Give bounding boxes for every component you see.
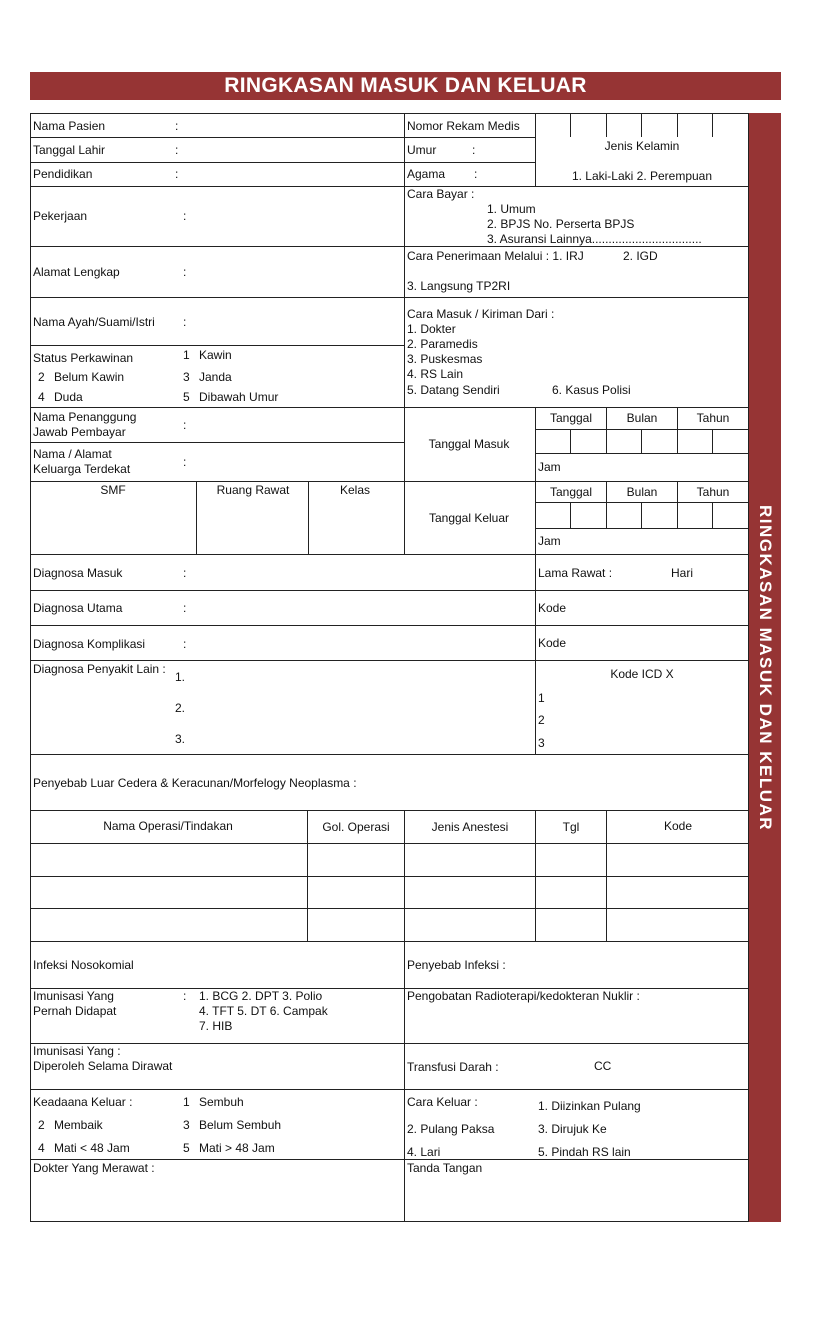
label-nama-ayah: Nama Ayah/Suami/Istri	[33, 315, 155, 329]
grid-line	[677, 481, 678, 528]
label-diagnosa-lain: Diagnosa Penyakit Lain :	[33, 662, 166, 676]
grid-line	[570, 502, 571, 528]
label-jenis-kelamin: Jenis Kelamin	[604, 139, 680, 153]
header-gol-operasi: Gol. Operasi	[322, 820, 390, 834]
diagnosa-number: 1.	[175, 670, 186, 684]
keadaan-option: Belum Sembuh	[199, 1118, 282, 1132]
status-option: Belum Kawin	[54, 370, 125, 384]
label-diagnosa-masuk: Diagnosa Masuk	[33, 566, 123, 580]
header-ruang-rawat: Ruang Rawat	[216, 483, 290, 497]
keadaan-option: Mati < 48 Jam	[54, 1141, 130, 1155]
grid-line	[30, 810, 749, 811]
grid-line	[30, 481, 749, 482]
icd-number: 3	[538, 736, 545, 750]
grid-line	[535, 502, 749, 503]
masuk-option: 5. Datang Sendiri	[407, 383, 500, 397]
header-tahun: Tahun	[696, 411, 730, 425]
grid-line	[641, 502, 642, 528]
label-imunisasi: Imunisasi Yang	[33, 989, 114, 1003]
colon: :	[183, 418, 187, 432]
status-option: Duda	[54, 390, 83, 404]
colon: :	[474, 167, 478, 181]
grid-line	[196, 481, 197, 555]
grid-line	[535, 407, 536, 555]
bayar-option: 2. BPJS No. Perserta BPJS	[487, 217, 635, 231]
label-radioterapi: Pengobatan Radioterapi/kedokteran Nuklir :	[407, 989, 640, 1003]
cara-keluar-option: 1. Diizinkan Pulang	[538, 1099, 641, 1113]
status-option-number: 5	[183, 390, 190, 404]
grid-line	[535, 528, 749, 529]
keadaan-option: Membaik	[54, 1118, 103, 1132]
grid-line	[30, 660, 749, 661]
colon: :	[183, 209, 187, 223]
header-tgl: Tgl	[562, 820, 580, 834]
label-pendidikan: Pendidikan	[33, 167, 93, 181]
penerimaan-igd: 2. IGD	[623, 249, 658, 263]
grid-line	[641, 113, 642, 137]
colon: :	[183, 601, 187, 615]
header-smf: SMF	[100, 483, 126, 497]
label-nama-pasien: Nama Pasien	[33, 119, 106, 133]
grid-line	[307, 810, 308, 942]
cara-keluar-option: 4. Lari	[407, 1145, 441, 1159]
status-option-number: 3	[183, 370, 190, 384]
colon: :	[183, 265, 187, 279]
label-imunisasi-2: Pernah Didapat	[33, 1004, 117, 1018]
colon: :	[183, 455, 187, 469]
masuk-option: 1. Dokter	[407, 322, 456, 336]
header-tanggal: Tanggal	[549, 485, 593, 499]
label-cara-masuk: Cara Masuk / Kiriman Dari :	[407, 307, 555, 321]
masuk-option: 3. Puskesmas	[407, 352, 483, 366]
grid-line	[404, 941, 405, 1222]
label-penyebab-luar: Penyebab Luar Cedera & Keracunan/Morfelogy Neoplasma :	[33, 776, 357, 790]
icd-number: 2	[538, 713, 545, 727]
label-jam: Jam	[538, 534, 561, 548]
grid-line	[606, 407, 607, 453]
colon: :	[183, 566, 187, 580]
header-kelas: Kelas	[339, 483, 371, 497]
grid-line	[30, 988, 749, 989]
label-keadaan-keluar: Keadaana Keluar :	[33, 1095, 133, 1109]
grid-line	[606, 481, 607, 528]
grid-line	[30, 554, 749, 555]
icd-number: 1	[538, 691, 545, 705]
colon: :	[183, 637, 187, 651]
imunisasi-options: 1. BCG 2. DPT 3. Polio	[199, 989, 323, 1003]
grid-line	[30, 1159, 749, 1160]
keadaan-number: 2	[38, 1118, 45, 1132]
cara-keluar-option: 2. Pulang Paksa	[407, 1122, 495, 1136]
grid-line	[30, 246, 749, 247]
label-tanggal-lahir: Tanggal Lahir	[33, 143, 106, 157]
cara-keluar-option: 3. Dirujuk Ke	[538, 1122, 607, 1136]
status-option: Kawin	[199, 348, 232, 362]
label-kode-icd: Kode ICD X	[610, 667, 674, 681]
label-kode: Kode	[538, 636, 567, 650]
label-penanggung: Nama Penanggung	[33, 410, 137, 424]
side-title: RINGKASAN MASUK DAN KELUAR	[756, 504, 775, 832]
label-status-perkawinan: Status Perkawinan	[33, 351, 134, 365]
masuk-option: 2. Paramedis	[407, 337, 478, 351]
grid-line	[606, 113, 607, 137]
imunisasi-options: 4. TFT 5. DT 6. Campak	[199, 1004, 328, 1018]
grid-line	[30, 442, 405, 443]
status-option: Janda	[199, 370, 232, 384]
grid-line	[30, 137, 405, 138]
status-option-number: 4	[38, 390, 45, 404]
header-bulan: Bulan	[626, 485, 658, 499]
grid-line	[535, 113, 536, 137]
label-tanggal-keluar: Tanggal Keluar	[428, 511, 510, 525]
diagnosa-number: 3.	[175, 732, 186, 746]
grid-line	[712, 429, 713, 453]
grid-line	[30, 754, 749, 755]
grid-line	[308, 481, 309, 555]
cara-keluar-option: 5. Pindah RS lain	[538, 1145, 631, 1159]
grid-line	[30, 186, 749, 187]
label-alamat: Alamat Lengkap	[33, 265, 120, 279]
label-tanggal-masuk: Tanggal Masuk	[428, 437, 510, 451]
grid-line	[30, 297, 749, 298]
colon: :	[175, 143, 179, 157]
label-penanggung-2: Jawab Pembayar	[33, 425, 126, 439]
keadaan-option: Mati > 48 Jam	[199, 1141, 275, 1155]
grid-line	[404, 481, 405, 555]
label-umur: Umur	[407, 143, 437, 157]
grid-line	[30, 843, 749, 844]
grid-line	[30, 407, 749, 408]
penerimaan-tp2ri: 3. Langsung TP2RI	[407, 279, 511, 293]
grid-line	[570, 113, 571, 137]
label-tanda-tangan: Tanda Tangan	[407, 1161, 483, 1175]
colon: :	[472, 143, 476, 157]
grid-line	[535, 453, 749, 454]
bayar-option: 3. Asuransi Lainnya.................................	[487, 232, 702, 246]
colon: :	[183, 315, 187, 329]
label-cc: CC	[594, 1059, 612, 1073]
status-option-number: 1	[183, 348, 190, 362]
grid-line	[404, 113, 405, 482]
header-jenis-anestesi: Jenis Anestesi	[431, 820, 509, 834]
jenis-kelamin-options: 1. Laki-Laki 2. Perempuan	[571, 169, 713, 183]
keadaan-number: 1	[183, 1095, 190, 1109]
form-title: RINGKASAN MASUK DAN KELUAR	[30, 72, 781, 100]
keadaan-option: Sembuh	[199, 1095, 244, 1109]
grid-line	[30, 1089, 749, 1090]
grid-line	[535, 137, 536, 187]
grid-line	[641, 429, 642, 453]
grid-line	[30, 941, 749, 942]
colon: :	[175, 119, 179, 133]
header-bulan: Bulan	[626, 411, 658, 425]
grid-line	[677, 407, 678, 453]
label-kode: Kode	[538, 601, 567, 615]
grid-line	[30, 590, 749, 591]
label-lama-rawat: Lama Rawat :	[538, 566, 613, 580]
label-diagnosa-komplikasi: Diagnosa Komplikasi	[33, 637, 146, 651]
grid-line	[712, 502, 713, 528]
label-imunisasi-dirawat-2: Diperoleh Selama Dirawat	[33, 1059, 173, 1073]
colon: :	[175, 167, 179, 181]
label-dokter: Dokter Yang Merawat :	[33, 1161, 155, 1175]
grid-line	[30, 908, 749, 909]
grid-line	[535, 810, 536, 942]
grid-line	[404, 810, 405, 942]
header-tanggal: Tanggal	[549, 411, 593, 425]
bayar-option: 1. Umum	[487, 202, 536, 216]
diagnosa-number: 2.	[175, 701, 186, 715]
label-agama: Agama	[407, 167, 446, 181]
label-penyebab-infeksi: Penyebab Infeksi :	[407, 958, 506, 972]
label-imunisasi-dirawat: Imunisasi Yang :	[33, 1044, 121, 1058]
grid-line	[535, 429, 749, 430]
grid-line	[30, 162, 405, 163]
label-diagnosa-utama: Diagnosa Utama	[33, 601, 123, 615]
label-transfusi: Transfusi Darah :	[407, 1060, 499, 1074]
status-option-number: 2	[38, 370, 45, 384]
grid-line	[405, 162, 535, 163]
header-tahun: Tahun	[696, 485, 730, 499]
keadaan-number: 5	[183, 1141, 190, 1155]
label-nomor-rm: Nomor Rekam Medis	[407, 119, 520, 133]
header-nama-operasi: Nama Operasi/Tindakan	[103, 819, 233, 833]
grid-line	[570, 429, 571, 453]
masuk-option: 6. Kasus Polisi	[552, 383, 631, 397]
header-kode: Kode	[663, 819, 693, 833]
label-penerimaan: Cara Penerimaan Melalui : 1. IRJ	[407, 249, 584, 263]
label-keluarga-2: Keluarga Terdekat	[33, 462, 131, 476]
grid-line	[712, 113, 713, 137]
keadaan-number: 3	[183, 1118, 190, 1132]
label-hari: Hari	[671, 566, 694, 580]
grid-line	[677, 113, 678, 137]
grid-line	[535, 554, 536, 754]
label-cara-keluar: Cara Keluar :	[407, 1095, 478, 1109]
label-jam: Jam	[538, 460, 561, 474]
grid-line	[30, 1043, 749, 1044]
label-keluarga: Nama / Alamat	[33, 447, 112, 461]
grid-line	[30, 345, 405, 346]
status-option: Dibawah Umur	[199, 390, 279, 404]
grid-line	[30, 876, 749, 877]
label-infeksi-nosokomial: Infeksi Nosokomial	[33, 958, 134, 972]
keadaan-number: 4	[38, 1141, 45, 1155]
masuk-option: 4. RS Lain	[407, 367, 464, 381]
label-pekerjaan: Pekerjaan	[33, 209, 88, 223]
grid-line	[30, 625, 749, 626]
label-cara-bayar: Cara Bayar :	[407, 187, 475, 201]
grid-line	[606, 810, 607, 942]
grid-line	[405, 137, 535, 138]
colon: :	[183, 989, 187, 1003]
imunisasi-options: 7. HIB	[199, 1019, 233, 1033]
